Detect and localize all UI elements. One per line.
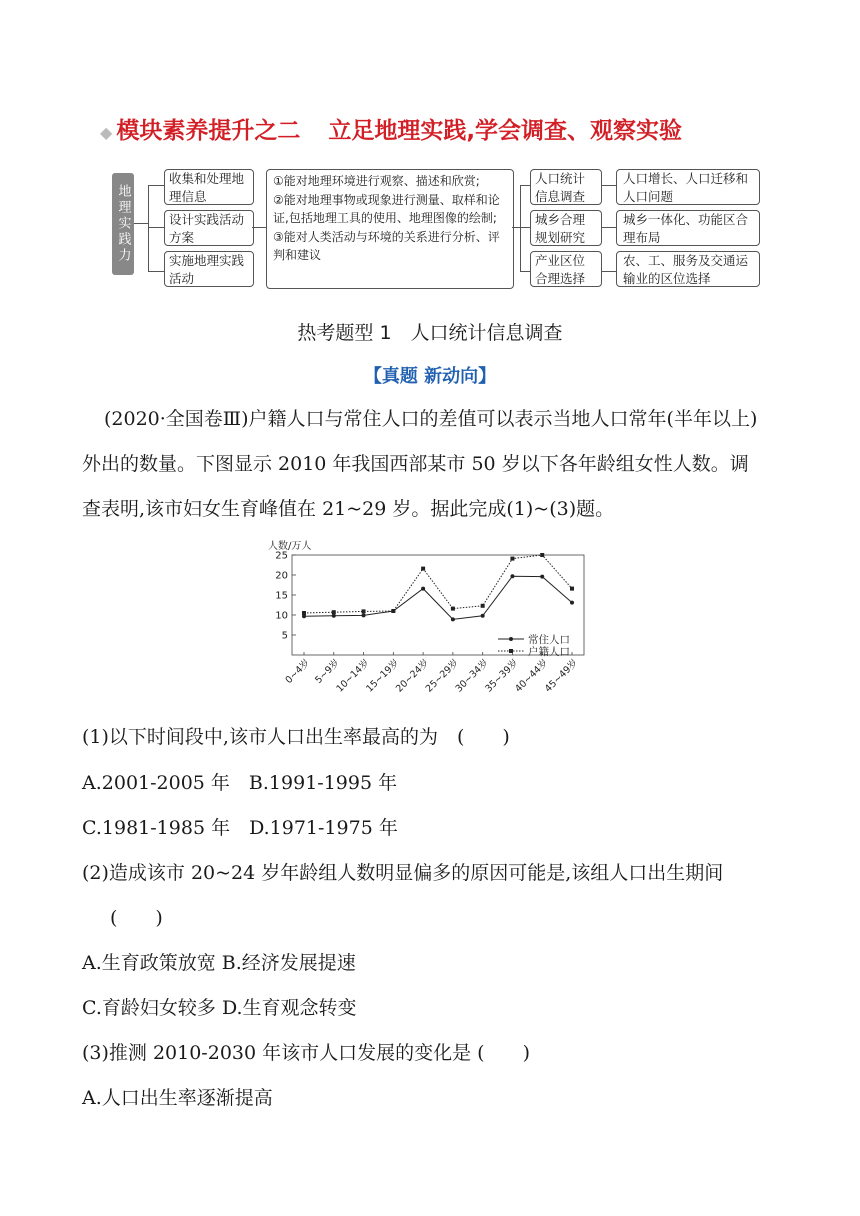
concept-diagram [110, 165, 760, 290]
series-1-point [540, 575, 544, 579]
ability-box-1: 收集和处理地理信息 [164, 169, 254, 205]
diagram-root: 地理实践力 [112, 173, 134, 275]
series-2-point [362, 609, 366, 613]
topic-box-1: 人口统计信息调查 [530, 169, 602, 205]
topic-box-3: 产业区位合理选择 [530, 251, 602, 287]
series-1-point [451, 617, 455, 621]
y-tick-label: 20 [275, 570, 288, 582]
x-tick-label: 10~14岁 [334, 657, 372, 695]
legend-marker-2 [509, 649, 513, 653]
series-1-point [332, 614, 336, 618]
series-2-point [481, 604, 485, 608]
question-1-options-ab: A.2001-2005 年 B.1991-1995 年 [82, 772, 398, 794]
legend-marker-1 [509, 637, 513, 641]
x-tick-label: 35~39岁 [483, 657, 521, 695]
question-2-options-ab: A.生育政策放宽 B.经济发展提速 [82, 952, 356, 974]
y-tick-label: 10 [275, 610, 288, 622]
question-2-stem-bracket: ( ) [110, 907, 163, 929]
x-tick-label: 40~44岁 [513, 657, 551, 695]
ability-box-2: 设计实践活动方案 [164, 210, 254, 246]
x-tick-label: 15~19岁 [364, 657, 402, 695]
diamond-icon: ◆ [100, 123, 113, 142]
page-title [100, 112, 800, 145]
series-1-point [510, 574, 514, 578]
topic-content-3: 农、工、服务及交通运输业的区位选择 [616, 251, 760, 287]
x-tick-label: 20~24岁 [394, 657, 432, 695]
series-line-1 [304, 576, 572, 619]
series-1-point [481, 614, 485, 618]
x-tick-label: 0~4岁 [283, 657, 313, 687]
y-axis-label: 人数/万人 [268, 541, 312, 552]
intro-paragraph: (2020·全国卷Ⅲ)户籍人口与常住人口的差值可以表示当地人口常年(半年以上) 外出的数量。下图显示 2010 年我国西部某市 50 岁以下各年龄组女性人数。调 查表明,该市妇女生育峰值在 21~29 岁。据此完成(1)~(3)题。 [82, 408, 758, 520]
question-2-stem: (2)造成该市 20~24 岁年龄组人数明显偏多的原因可能是,该组人口出生期间 [82, 862, 724, 884]
question-1-stem: (1)以下时间段中,该市人口出生率最高的为 ( ) [82, 726, 510, 748]
series-2-point [391, 609, 395, 613]
title-main: 模块素养提升之二 [116, 118, 301, 144]
series-2-point [332, 610, 336, 614]
section-subheading: 【真题 新动向】 [363, 366, 497, 387]
topic-content-2: 城乡一体化、功能区合理布局 [616, 210, 760, 246]
title-sub: 立足地理实践,学会调查、观察实验 [328, 118, 683, 144]
y-tick-label: 5 [281, 630, 288, 642]
topic-content-1: 人口增长、人口迁移和人口问题 [616, 169, 760, 205]
section-heading: 热考题型 1 人口统计信息调查 [297, 322, 563, 344]
series-2-point [421, 567, 425, 571]
question-3-option-a: A.人口出生率逐渐提高 [82, 1087, 273, 1109]
y-tick-label: 25 [275, 550, 288, 562]
y-tick-label: 15 [275, 590, 288, 602]
question-2-options-cd: C.育龄妇女较多 D.生育观念转变 [82, 997, 357, 1019]
x-tick-label: 45~49岁 [542, 657, 581, 695]
question-1-options-cd: C.1981-1985 年 D.1971-1975 年 [82, 817, 398, 839]
series-2-point [302, 611, 306, 615]
series-1-point [421, 587, 425, 591]
x-tick-label: 30~34岁 [453, 657, 491, 695]
x-tick-label: 25~29岁 [423, 657, 462, 695]
legend-label-2: 户籍人口 [528, 646, 570, 658]
series-2-point [451, 607, 455, 611]
series-2-point [510, 557, 514, 561]
series-1-point [362, 613, 366, 617]
series-1-point [570, 601, 574, 605]
x-tick-label: 5~9岁 [313, 657, 342, 687]
legend-label-1: 常住人口 [528, 634, 570, 646]
population-line-chart [262, 535, 592, 705]
requirements-box: ①能对地理环境进行观察、描述和欣赏; ②能对地理事物或现象进行测量、取样和论证,包括地理工具的使用、地理图像的绘制; ③能对人类活动与环境的关系进行分析、评判和建议 [266, 169, 514, 289]
ability-box-3: 实施地理实践活动 [164, 251, 254, 287]
series-2-point [540, 553, 544, 557]
topic-box-2: 城乡合理规划研究 [530, 210, 602, 246]
question-3-stem: (3)推测 2010-2030 年该市人口发展的变化是 ( ) [82, 1042, 530, 1064]
series-2-point [570, 587, 574, 591]
